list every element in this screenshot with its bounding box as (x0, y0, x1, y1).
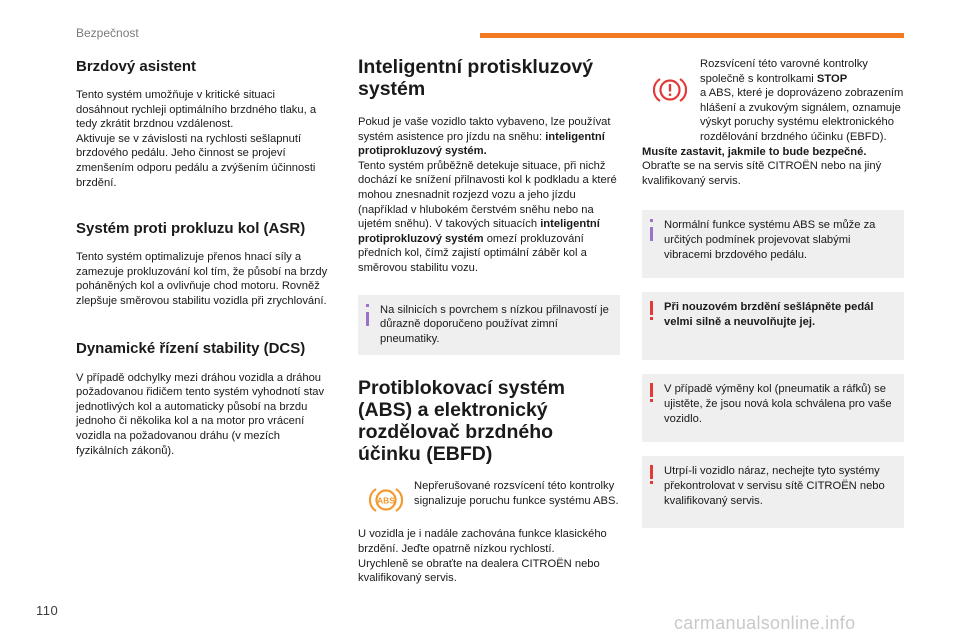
stop-bold: Musíte zastavit, jakmile to bude bezpečné. (642, 145, 867, 158)
asr-text: Tento systém optimalizuje přenos hnací síly a zamezuje prokluzování kol tím, že působí na brzdy poháněných kol a ovlivňuje chod motoru. Rovněž zlepšuje směrovou stabilitu vozidla při zrychlování. (76, 251, 328, 307)
intelligent-traction-intro (358, 115, 620, 159)
heading-brake-assist: Brzdový asistent (76, 58, 197, 75)
intelligent-traction-detail (358, 159, 620, 276)
warning-box-impact (642, 456, 904, 528)
info-box-abs-vibration (642, 210, 904, 278)
abs-warning-row (358, 479, 620, 515)
warning-icon (648, 465, 655, 485)
abs-warning-text: Nepřerušované rozsvícení této kontrolky signalizuje poruchu funkce systému ABS. (414, 480, 619, 507)
intro-bold: inteligentní protiprokluzový systém. (358, 130, 605, 158)
header-accent-rule (480, 33, 904, 38)
info-icon (648, 219, 655, 239)
brake-assist-text: Tento systém umožňuje v kritické situaci dosáhnout rychleji optimálního brzdného tlaku, a tedy zkrátit brzdnou vzdálenost. (76, 89, 317, 131)
heading-intelligent-traction: Inteligentní protiskluzový systém (358, 56, 594, 100)
stop-text: Obraťte se na servis sítě CITROËN nebo na jiný kvalifikovaný servis. (642, 160, 882, 187)
column-left (76, 52, 330, 458)
abs-fault-text-2: Urychleně se obraťte na dealera CITROËN nebo kvalifikovaný servis. (358, 557, 600, 585)
brake-warning-text (698, 57, 904, 145)
heading-dcs: Dynamické řízení stability (DCS) (76, 339, 306, 357)
watermark: carmanualsonline.info (674, 613, 856, 633)
detail-text-b: omezí prokluzování předních kol, čímž zajistí optimální záběr kol a směrovou stabilitu vozu. (358, 232, 587, 274)
info-box-text: Na silnicích s povrchem s nízkou přilnavostí je důrazně doporučeno používat zimní pneumatiky. (380, 303, 609, 345)
warning-box-text: Utrpí-li vozidlo náraz, nechejte tyto systémy překontrolovat v servisu sítě CITROËN nebo kvalifikovaný servis. (664, 465, 885, 507)
warning-icon (648, 301, 655, 321)
brake-assist-text-2: Aktivuje se v závislosti na rychlosti sešlapnutí brzdového pedálu. Jeho činnost se projeví zmenšením odporu pedálu a zvýšením účinnosti brzdění. (76, 132, 316, 189)
warning-box-text: V případě výměny kol (pneumatik a ráfků) se ujistěte, že jsou nová kola schválena pro vaše vozidlo. (664, 383, 892, 425)
brake-text-a: Rozsvícení této varovné kontrolky společně s kontrolkami (700, 58, 868, 85)
brake-warning-row (642, 57, 904, 145)
info-box-winter-tyres (358, 295, 620, 356)
abs-warning-light-icon (369, 485, 403, 515)
warning-box-wheel-replacement (642, 374, 904, 442)
detail-bold: inteligentní protiprokluzový systém (358, 218, 600, 245)
column-middle (358, 52, 620, 586)
dcs-text: V případě odchylky mezi dráhou vozidla a dráhou požadovanou řidičem tento systém vyhodnotí stav jednotlivých kol a automaticky působí na brzdu jednoho či několika kol a na motor pro vrácení vozidla na požadovanou dráhu (v mezích fyzikálních zákonů). (76, 371, 325, 457)
info-icon (364, 304, 371, 324)
heading-asr: Systém proti prokluzu kol (ASR) (76, 220, 306, 238)
column-right (642, 52, 904, 528)
info-box-text: Normální funkce systému ABS se může za určitých podmínek projevovat slabými vibracemi brzdového pedálu. (664, 219, 876, 261)
warning-box-emergency-braking (642, 292, 904, 360)
warning-icon (648, 383, 655, 403)
brake-warning-light-icon (653, 75, 687, 105)
heading-abs-ebfd: Protiblokovací systém (ABS) a elektronický rozdělovač brzdného účinku (EBFD) (358, 377, 565, 466)
brake-text-b: a ABS, které je doprovázeno zobrazením hlášení a zvukovým signálem, oznamuje výskyt poruchy systému elektronického rozdělování brzdného účinku (EBFD). (700, 87, 904, 143)
abs-fault-text: U vozidla je i nadále zachována funkce klasického brzdění. Jeďte opatrně nízkou rychlostí. (358, 528, 607, 555)
stop-instruction (642, 145, 904, 189)
section-title: Bezpečnost (76, 26, 139, 40)
page-number: 110 (36, 603, 59, 618)
brake-text-stop: STOP (816, 72, 848, 85)
intro-text: Pokud je vaše vozidlo takto vybaveno, lze používat systém asistence pro jízdu na sněhu: (358, 116, 611, 143)
abs-icon-text: ABS (377, 495, 395, 506)
warning-box-text: Při nouzovém brzdění sešlápněte pedál velmi silně a neuvolňujte jej. (664, 301, 874, 328)
detail-text-a: Tento systém průběžně detekuje situace, při nichž dochází ke snížení přilnavosti kol k podkladu a které mohou znesnadnit rozjezd vozu a jeho jízdu (například v hlubokém čerstvém sněhu nebo na ujetém sněhu). V takových situacích (358, 159, 617, 231)
